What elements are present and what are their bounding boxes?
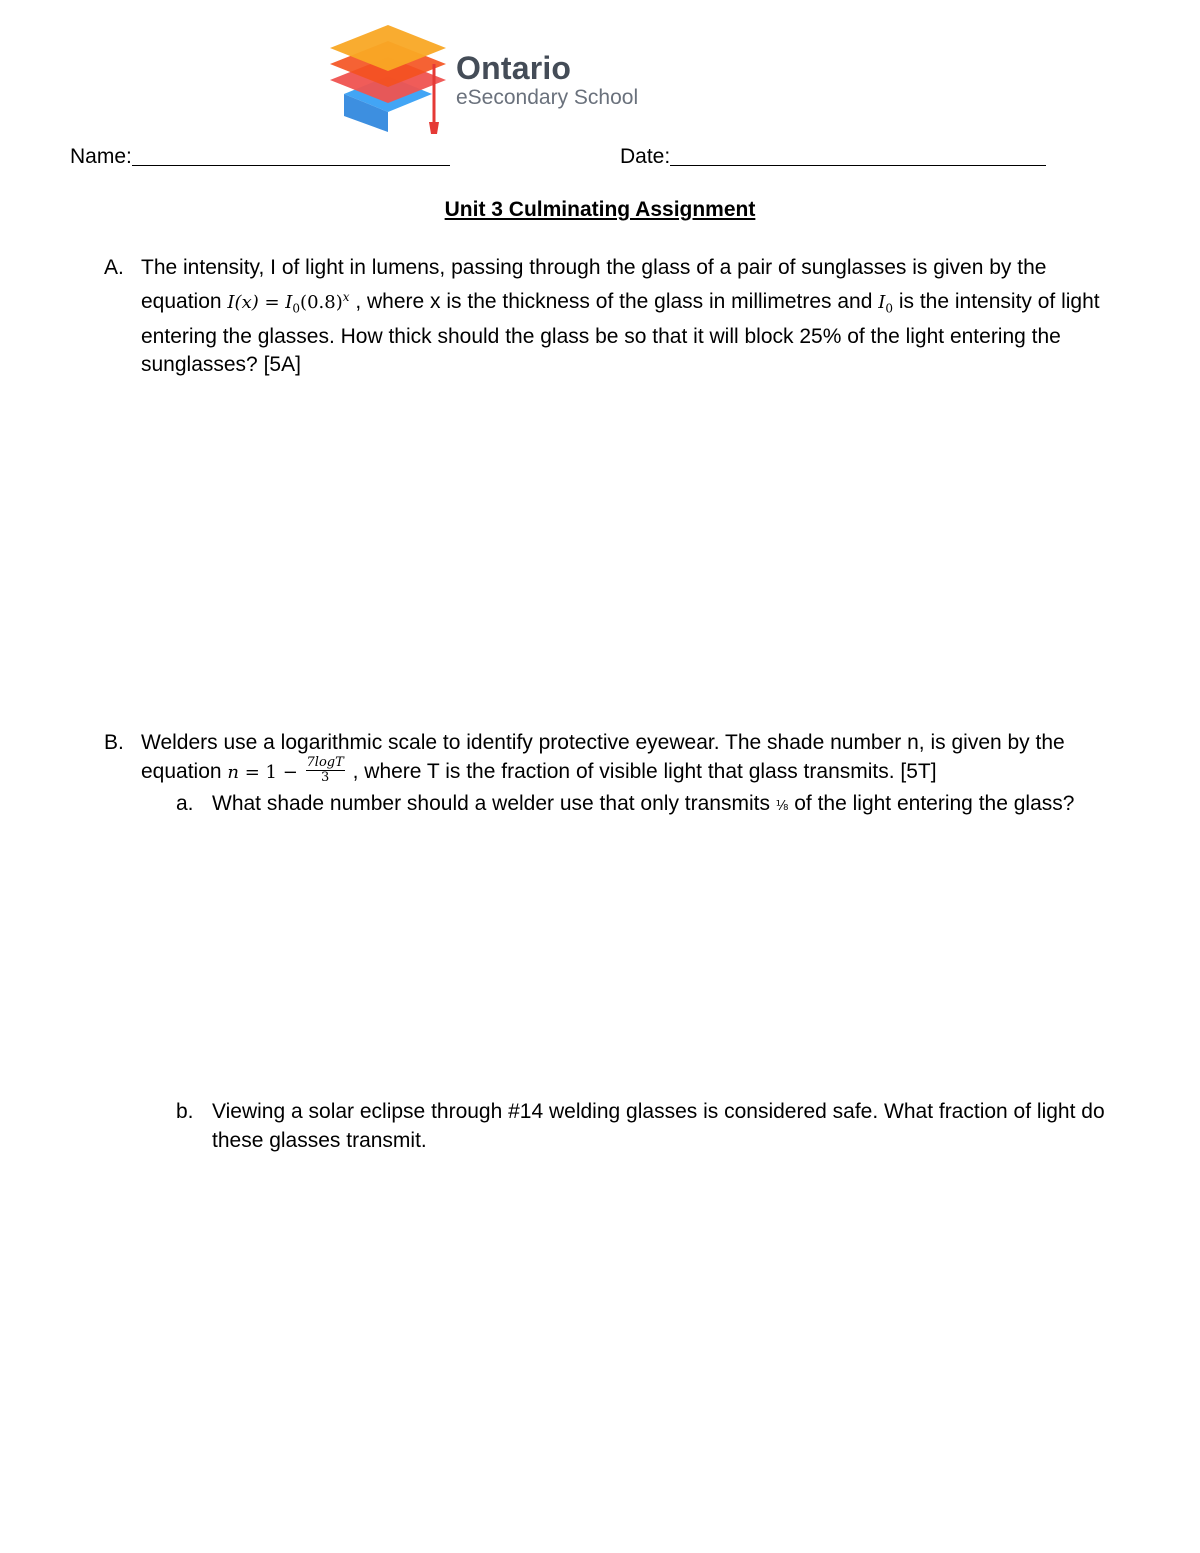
question-b-a-marker: a. <box>176 792 194 815</box>
question-b-text-2: , where T is the fraction of visible light that glass transmits. [5T] <box>346 759 937 783</box>
date-label: Date: <box>620 145 671 168</box>
question-a-marker: A. <box>104 256 124 279</box>
question-b-marker: B. <box>104 731 124 754</box>
graduation-cap-icon <box>326 24 451 139</box>
name-label: Name: <box>70 145 132 168</box>
logo-subtitle: eSecondary School <box>456 86 639 109</box>
initial-intensity-symbol: $I_0$ <box>878 291 893 316</box>
date-field <box>620 143 1046 169</box>
name-field <box>70 143 450 169</box>
question-b-b-marker: b. <box>176 1100 194 1123</box>
question-a-text-1: The intensity, I of light in lumens, passing through the glass of a pair of sunglasses is given by the equation <box>141 256 1047 313</box>
intensity-equation: $I(x) = I_0(0.8)^x$ <box>227 289 350 316</box>
question-b-text <box>141 729 1116 787</box>
question-b-b-text: Viewing a solar eclipse through #14 welding glasses is considered safe. What fraction of light do these glasses transmit. <box>212 1100 1105 1152</box>
logo-name: Ontario <box>456 50 572 86</box>
question-b-a-text: What shade number should a welder use that only transmits ⅛ of the light entering the glass? <box>212 792 1075 815</box>
page-title: Unit 3 Culminating Assignment <box>444 198 756 221</box>
date-blank-line[interactable] <box>670 143 1046 166</box>
name-blank-line[interactable] <box>132 143 450 166</box>
question-a-text-2: , where x is the thickness of the glass in millimetres and <box>349 289 879 313</box>
logo-tassel <box>429 122 439 134</box>
shade-equation: n = 1 − $\frac{7\log T}{3}$ <box>227 755 344 785</box>
question-b-text-1: Welders use a logarithmic scale to identify protective eyewear. The shade number n, is given by the equation <box>141 731 1065 783</box>
question-a-text-3: is the intensity of light entering the glasses. How thick should the glass be so that it will block 25% of the light entering the sunglasses? [5A] <box>141 289 1100 377</box>
question-a-text <box>141 254 1116 380</box>
shade-equation-fraction: $\frac{7\log T}{3}$ <box>306 755 344 785</box>
school-logo <box>326 24 671 139</box>
one-eighth-fraction: ⅛ <box>775 799 789 814</box>
